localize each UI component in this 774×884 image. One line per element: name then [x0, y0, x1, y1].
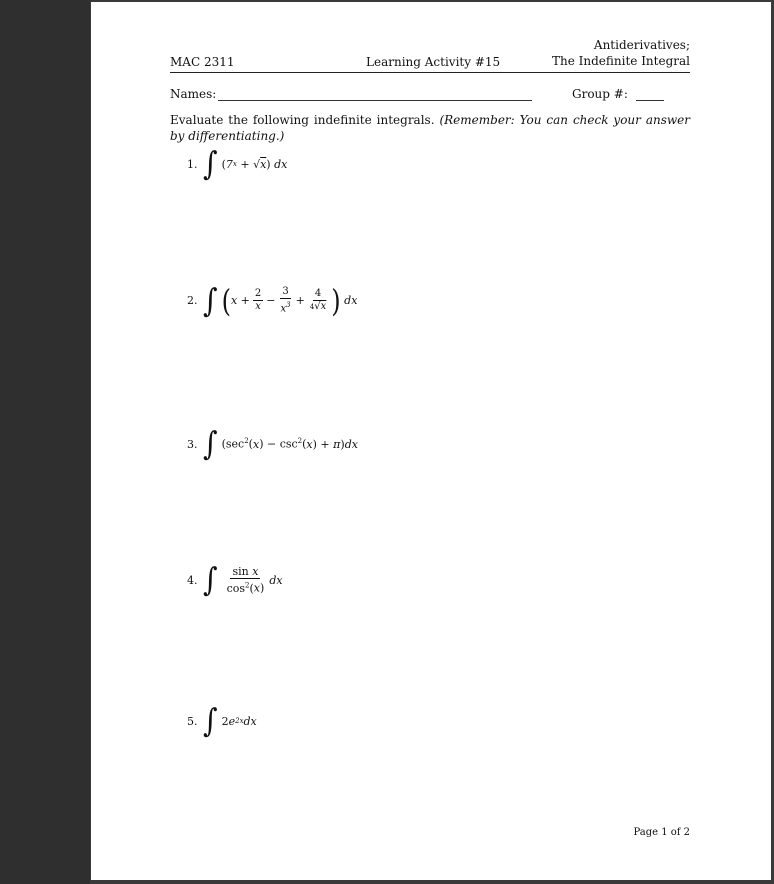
instructions-remark: (Remember: You can check your answer by differentiating.) [170, 113, 690, 143]
integral-sign: ∫ [203, 560, 218, 599]
integral-sign: ∫ [203, 144, 218, 183]
names-blank [218, 100, 532, 101]
problem-expression: $\frac{\text{sin x}}{\cos^2(x)}$ dx [226, 565, 283, 595]
viewer-left-strip [0, 0, 90, 884]
problem-4 [187, 560, 283, 599]
problem-number: 4. [187, 573, 198, 587]
topic-line-2: The Indefinite Integral [551, 54, 690, 68]
document-page [91, 2, 771, 880]
integral-sign: ∫ [203, 281, 218, 320]
page-footer: Page 1 of 2 [633, 827, 690, 838]
names-row [170, 85, 690, 105]
names-label: Names: [170, 87, 217, 101]
integral-sign: ∫ [203, 424, 218, 463]
header-rule [170, 72, 690, 73]
problem-expression: ($\sec^2$( x ) − $\csc^2$( x ) + π ) dx [221, 437, 358, 451]
problem-1 [187, 144, 288, 183]
integral-sign: ∫ [203, 701, 218, 740]
problem-expression: ( 7 x + √ x ) dx [221, 157, 288, 171]
problem-3 [187, 424, 358, 463]
group-label: Group #: [572, 87, 628, 101]
course-code: MAC 2311 [170, 55, 235, 69]
problem-number: 2. [187, 294, 198, 308]
problem-expression: 2 e 2x dx [221, 714, 257, 728]
problem-number: 1. [187, 157, 198, 171]
problem-5 [187, 701, 257, 740]
problem-number: 5. [187, 714, 198, 728]
topic-title [552, 37, 690, 69]
topic-line-1: Antiderivatives; [593, 38, 690, 52]
group-blank [636, 100, 664, 101]
problem-2 [187, 281, 358, 320]
instructions-lead: Evaluate the following indefinite integrals. [170, 113, 435, 127]
page-header [170, 39, 690, 73]
problem-expression: ( x + $\frac{2}{x}$ − $\frac{3}{x^3}$ + $\frac{4}{^4√x}$ ) dx [221, 282, 358, 319]
activity-title: Learning Activity #15 [366, 55, 501, 69]
problem-number: 3. [187, 437, 198, 451]
instructions [170, 112, 690, 144]
